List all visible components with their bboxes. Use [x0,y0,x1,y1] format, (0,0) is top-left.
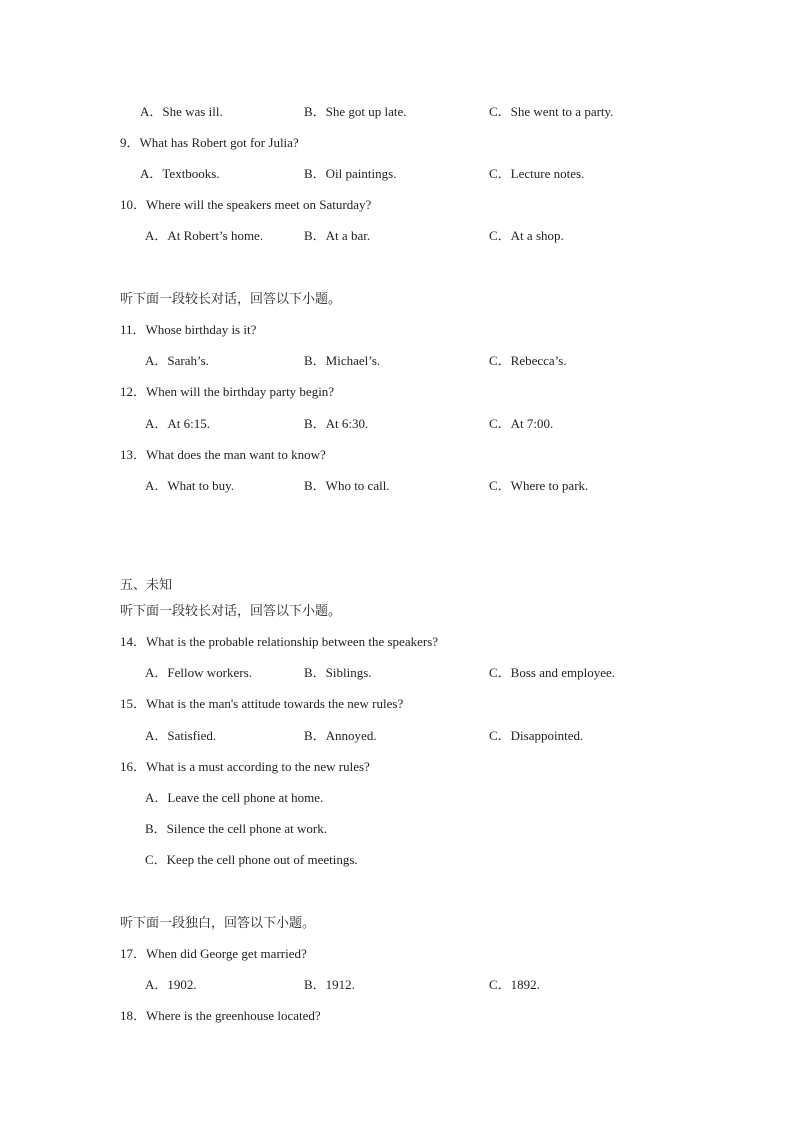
question-12: 12．When will the birthday party begin? [120,384,335,399]
q13-option-c: C．Where to park. [489,478,589,493]
q17-option-c: C．1892. [489,977,540,992]
question-14: 14．What is the probable relationship between the speakers? [120,634,439,649]
question-18: 18．Where is the greenhouse located? [120,1008,321,1023]
q10-option-b: B．At a bar. [304,228,371,243]
question-17: 17．When did George get married? [120,946,307,961]
q16-option-c: C．Keep the cell phone out of meetings. [145,852,358,867]
q11-option-a: A．Sarah’s. [145,353,209,368]
q12-option-a: A．At 6:15. [145,416,211,431]
question-16: 16．What is a must according to the new rules? [120,759,370,774]
question-9: 9．What has Robert got for Julia? [120,135,299,150]
section-instruction-dialogue: 听下面一段较长对话，回答以下小题。 [120,291,342,306]
question-13: 13．What does the man want to know? [120,447,326,462]
section-instruction-dialogue-2: 听下面一段较长对话，回答以下小题。 [120,603,342,618]
q10-option-c: C．At a shop. [489,228,564,243]
q14-option-a: A．Fellow workers. [145,665,252,680]
part-five-title: 五、未知 [120,577,173,592]
q11-option-c: C．Rebecca’s. [489,353,567,368]
q16-option-a: A．Leave the cell phone at home. [145,790,324,805]
q15-option-a: A．Satisfied. [145,728,217,743]
question-15: 15．What is the man's attitude towards the new rules? [120,696,404,711]
section-instruction-monologue: 听下面一段独白，回答以下小题。 [120,915,316,930]
q9-option-c: C．Lecture notes. [489,166,585,181]
q9-option-a: A．Textbooks. [140,166,220,181]
q14-option-c: C．Boss and employee. [489,665,616,680]
q17-option-b: B．1912. [304,977,355,992]
q17-option-a: A．1902. [145,977,197,992]
option-b: B．She got up late. [304,104,407,119]
q16-option-b: B．Silence the cell phone at work. [145,821,327,836]
q13-option-a: A．What to buy. [145,478,235,493]
option-c: C．She went to a party. [489,104,614,119]
q11-option-b: B．Michael’s. [304,353,381,368]
option-a: A．She was ill. [140,104,223,119]
question-10: 10．Where will the speakers meet on Saturday? [120,197,372,212]
q12-option-b: B．At 6:30. [304,416,369,431]
question-11: 11．Whose birthday is it? [120,322,257,337]
q14-option-b: B．Siblings. [304,665,372,680]
q15-option-c: C．Disappointed. [489,728,584,743]
q15-option-b: B．Annoyed. [304,728,377,743]
q12-option-c: C．At 7:00. [489,416,554,431]
q10-option-a: A．At Robert’s home. [145,228,264,243]
q9-option-b: B．Oil paintings. [304,166,397,181]
q13-option-b: B．Who to call. [304,478,390,493]
